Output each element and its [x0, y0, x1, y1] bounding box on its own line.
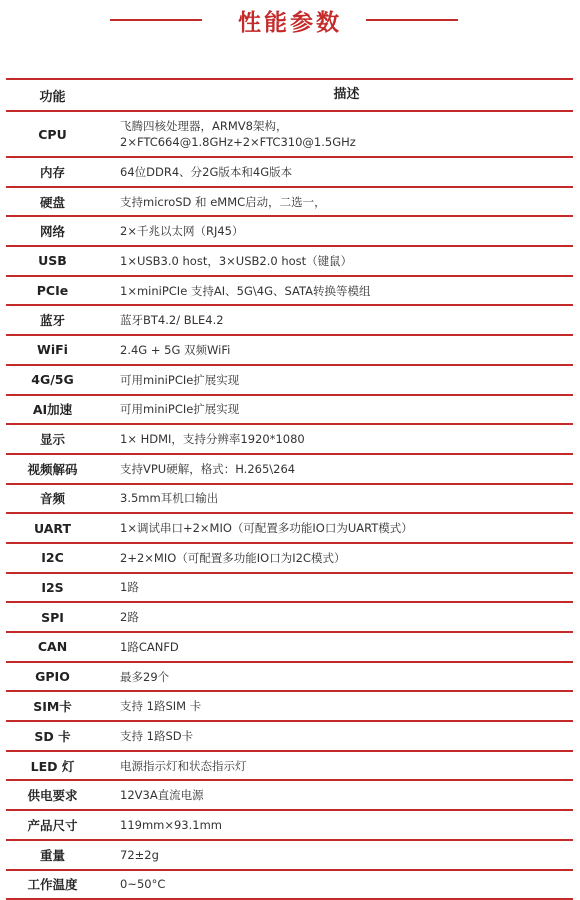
row-description: 支持microSD 和 eMMC启动，二选一， [120, 194, 573, 210]
row-description: 2×千兆以太网（RJ45） [120, 223, 573, 239]
row-feature: PCIe [6, 277, 101, 305]
row-description: 支持VPU硬解，格式：H.265\264 [120, 461, 573, 477]
table-row [6, 247, 573, 277]
row-description: 2+2×MIO（可配置多功能IO口为I2C模式） [120, 550, 573, 566]
row-description: 2路 [120, 609, 573, 625]
row-description: 2.4G + 5G 双频WiFi [120, 342, 573, 358]
row-description: 飞腾四核处理器，ARMV8架构， 2×FTC664@1.8GHz+2×FTC310@1.5GHz [120, 118, 573, 150]
table-row [6, 841, 573, 871]
row-feature: WiFi [6, 336, 101, 364]
row-description: 12V3A直流电源 [120, 787, 573, 803]
table-row [6, 752, 573, 782]
row-description: 最多29个 [120, 669, 573, 685]
table-row [6, 112, 573, 158]
row-feature: CPU [6, 112, 101, 156]
table-body [6, 112, 573, 900]
header-description: 描述 [120, 87, 573, 103]
header-right-rule [366, 19, 458, 21]
table-row [6, 277, 573, 307]
row-description: 电源指示灯和状态指示灯 [120, 758, 573, 774]
row-description: 3.5mm耳机口输出 [120, 490, 573, 506]
row-feature: 显示 [6, 425, 101, 453]
table-row [6, 544, 573, 574]
row-description: 可用miniPCIe扩展实现 [120, 372, 573, 388]
row-description: 1× HDMI，支持分辨率1920*1080 [120, 431, 573, 447]
table-row [6, 633, 573, 663]
row-feature: I2C [6, 544, 101, 572]
table-row [6, 217, 573, 247]
row-feature: GPIO [6, 663, 101, 691]
section-header [0, 0, 580, 40]
spec-table [6, 78, 573, 900]
row-description: 1×调试串口+2×MIO（可配置多功能IO口为UART模式） [120, 520, 573, 536]
table-row [6, 188, 573, 218]
table-row [6, 396, 573, 426]
row-feature: 4G/5G [6, 366, 101, 394]
table-row [6, 811, 573, 841]
table-row [6, 663, 573, 693]
row-description: 1路 [120, 579, 573, 595]
row-feature: 内存 [6, 158, 101, 186]
table-row [6, 455, 573, 485]
row-feature: 工作温度 [6, 871, 101, 899]
table-row [6, 425, 573, 455]
row-description: 0~50°C [120, 876, 573, 892]
row-feature: 硬盘 [6, 188, 101, 216]
table-row [6, 306, 573, 336]
table-row [6, 514, 573, 544]
table-row [6, 336, 573, 366]
row-feature: SIM卡 [6, 692, 101, 720]
row-description: 72±2g [120, 847, 573, 863]
row-description: 1×miniPCIe 支持AI、5G\4G、SATA转换等模组 [120, 283, 573, 299]
table-row [6, 781, 573, 811]
row-feature: 视频解码 [6, 455, 101, 483]
row-feature: USB [6, 247, 101, 275]
table-header-row [6, 80, 573, 112]
page-title: 性能参数 [0, 4, 580, 37]
row-feature: 蓝牙 [6, 306, 101, 334]
row-feature: 音频 [6, 485, 101, 513]
header-feature: 功能 [6, 80, 101, 110]
row-feature: I2S [6, 574, 101, 602]
row-feature: CAN [6, 633, 101, 661]
row-description: 1路CANFD [120, 639, 573, 655]
row-description: 1×USB3.0 host，3×USB2.0 host（键鼠） [120, 253, 573, 269]
row-feature: 供电要求 [6, 781, 101, 809]
table-row [6, 871, 573, 900]
row-feature: SD 卡 [6, 722, 101, 750]
table-row [6, 158, 573, 188]
table-row [6, 722, 573, 752]
table-row [6, 574, 573, 604]
table-row [6, 603, 573, 633]
row-feature: UART [6, 514, 101, 542]
row-description: 蓝牙BT4.2/ BLE4.2 [120, 312, 573, 328]
row-feature: SPI [6, 603, 101, 631]
table-row [6, 485, 573, 515]
table-row [6, 366, 573, 396]
row-feature: 重量 [6, 841, 101, 869]
row-feature: LED 灯 [6, 752, 101, 780]
row-feature: AI加速 [6, 396, 101, 424]
row-description: 119mm×93.1mm [120, 817, 573, 833]
row-description: 支持 1路SIM 卡 [120, 698, 573, 714]
row-description: 可用miniPCIe扩展实现 [120, 401, 573, 417]
row-feature: 网络 [6, 217, 101, 245]
row-description: 支持 1路SD卡 [120, 728, 573, 744]
row-description: 64位DDR4、分2G版本和4G版本 [120, 164, 573, 180]
table-row [6, 692, 573, 722]
row-feature: 产品尺寸 [6, 811, 101, 839]
